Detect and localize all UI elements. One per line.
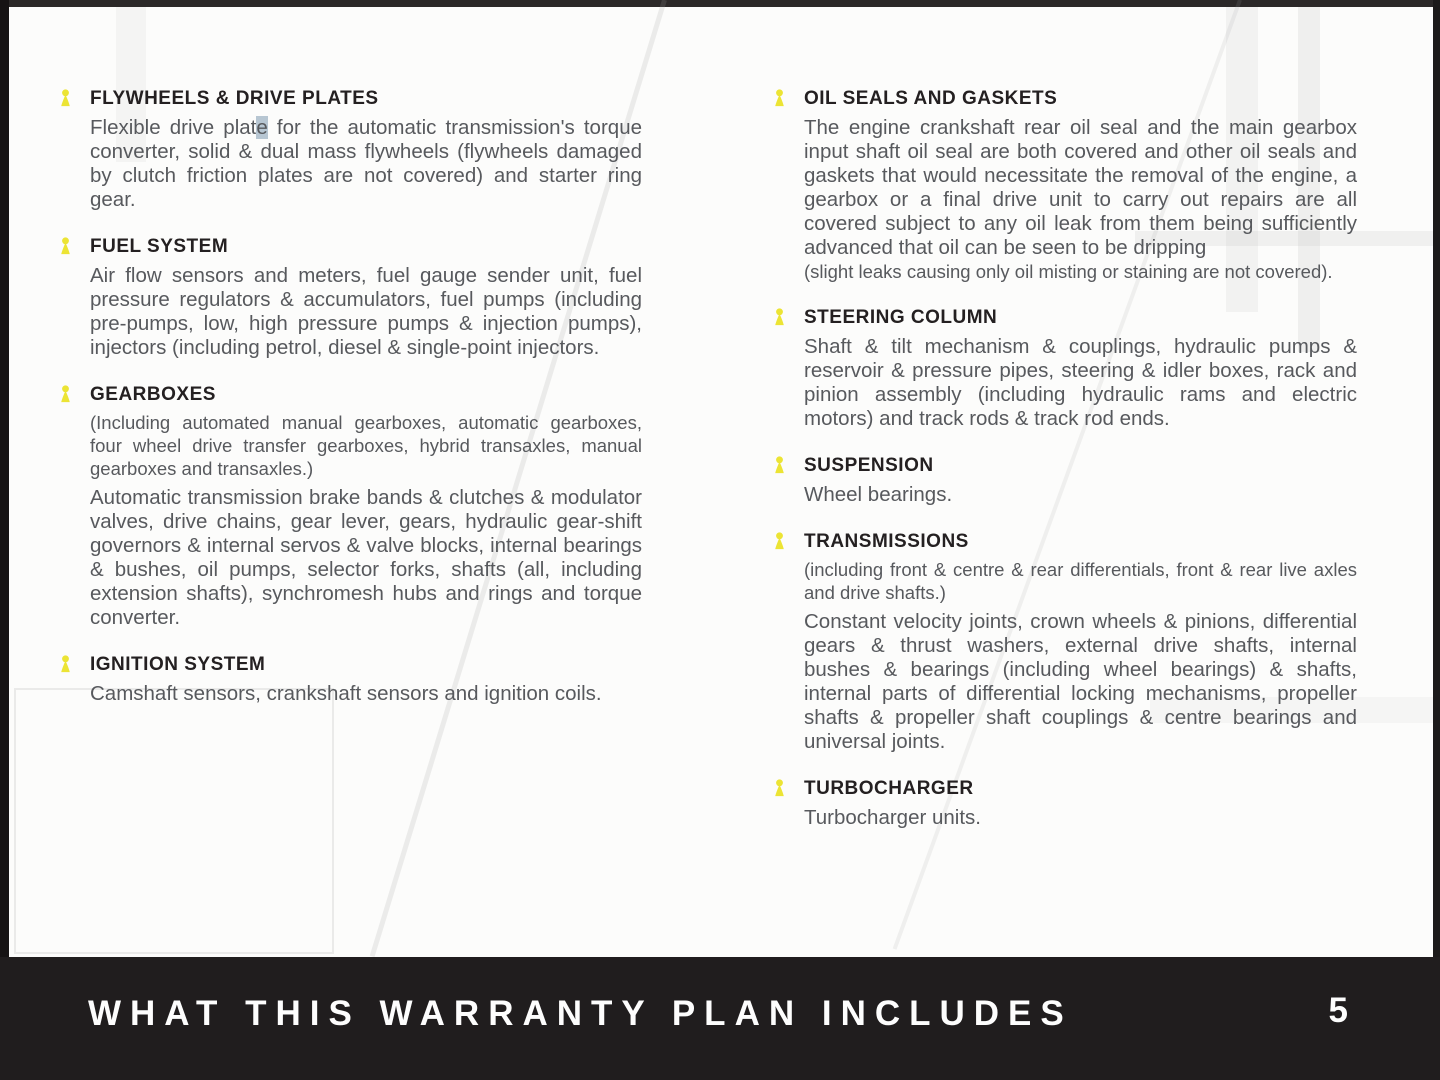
- section-body: Shaft & tilt mechanism & couplings, hydraulic pumps & reservoir & pressure pipes, steering & idler boxes, rack and pinion assembly (including hydraulic rams and electric motors) and track rods & track rod ends.: [804, 335, 1357, 430]
- pawn-bullet-icon: [772, 532, 790, 552]
- body-text: Flexible drive plat: [90, 116, 257, 139]
- section-body: Camshaft sensors, crankshaft sensors and ignition coils.: [90, 682, 602, 705]
- section-header: [58, 654, 642, 676]
- section-heading: TRANSMISSIONS: [804, 531, 969, 552]
- section-heading: FUEL SYSTEM: [90, 236, 229, 257]
- section-transmissions: [772, 531, 1357, 754]
- section-header: [58, 236, 642, 258]
- pawn-bullet-icon: [772, 308, 790, 328]
- pawn-bullet-icon: [58, 655, 76, 675]
- section-body: Automatic transmission brake bands & clutches & modulator valves, drive chains, gear lever, gears, hydraulic gear-shift governors & internal servos & valve blocks, internal bearings & bushes, oil pumps, selector forks, shafts (all, including extension shafts), synchromesh hubs and rings and torque converter.: [90, 486, 642, 629]
- section-note: (slight leaks causing only oil misting or staining are not covered).: [804, 261, 1333, 282]
- left-column: [58, 88, 642, 730]
- highlighted-character: e: [256, 116, 268, 139]
- section-header: [772, 531, 1357, 553]
- section-heading: IGNITION SYSTEM: [90, 654, 266, 675]
- section-steering-column: [772, 307, 1357, 431]
- page-border-top: [0, 0, 1440, 7]
- section-note: (including front & centre & rear differentials, front & rear live axles and drive shafts.): [804, 559, 1357, 603]
- footer-bar: [0, 957, 1440, 1080]
- page-number: 5: [1328, 991, 1348, 1030]
- section-heading: GEARBOXES: [90, 384, 216, 405]
- footer-title: WHAT THIS WARRANTY PLAN INCLUDES: [88, 993, 1073, 1033]
- section-header: [772, 307, 1357, 329]
- section-heading: SUSPENSION: [804, 455, 934, 476]
- section-body: The engine crankshaft rear oil seal and the main gearbox input shaft oil seal are both covered and other oil seals and gaskets that would necessitate the removal of the engine, a gearbox or a final drive unit to carry out repairs are all covered subject to any oil leak from them being sufficiently advanced that oil can be seen to be dripping: [804, 116, 1357, 259]
- body-text: for the automatic transmission's torque converter, solid & dual mass flywheels (flywheels damaged by clutch friction plates are not covered) and starter ring gear.: [90, 116, 642, 211]
- section-heading: STEERING COLUMN: [804, 307, 998, 328]
- pawn-bullet-icon: [772, 89, 790, 109]
- pawn-bullet-icon: [58, 89, 76, 109]
- section-header: [58, 88, 642, 110]
- section-header: [772, 778, 1357, 800]
- section-heading: TURBOCHARGER: [804, 778, 974, 799]
- section-header: [772, 88, 1357, 110]
- pawn-bullet-icon: [58, 385, 76, 405]
- section-suspension: [772, 455, 1357, 507]
- section-fuel-system: [58, 236, 642, 360]
- section-heading: FLYWHEELS & DRIVE PLATES: [90, 88, 379, 109]
- page-border-left: [0, 0, 9, 1080]
- section-header: [58, 384, 642, 406]
- section-body: [90, 116, 642, 212]
- section-body: Turbocharger units.: [804, 806, 981, 829]
- section-flywheels: [58, 88, 642, 212]
- pawn-bullet-icon: [772, 779, 790, 799]
- section-heading: OIL SEALS AND GASKETS: [804, 88, 1058, 109]
- section-body: Constant velocity joints, crown wheels & pinions, differential gears & thrust washers, external drive shafts, internal bushes & bearings (including wheel bearings) & shafts, internal parts of differential locking mechanisms, propeller shafts & propeller shaft couplings & centre bearings and universal joints.: [804, 610, 1357, 753]
- page-border-right: [1433, 0, 1440, 1080]
- section-note: (Including automated manual gearboxes, automatic gearboxes, four wheel drive transfer gearboxes, hybrid transaxles, manual gearboxes and transaxles.): [90, 412, 642, 479]
- section-turbocharger: [772, 778, 1357, 830]
- pawn-bullet-icon: [772, 456, 790, 476]
- section-oil-seals: [772, 88, 1357, 283]
- section-body: Air flow sensors and meters, fuel gauge sender unit, fuel pressure regulators & accumulators, fuel pumps (including pre-pumps, low, high pressure pumps & injection pumps), injectors (including petrol, diesel & single-point injectors.: [90, 264, 642, 359]
- section-gearboxes: [58, 384, 642, 630]
- section-body: Wheel bearings.: [804, 483, 953, 506]
- right-column: [772, 88, 1357, 854]
- pawn-bullet-icon: [58, 237, 76, 257]
- section-header: [772, 455, 1357, 477]
- section-ignition-system: [58, 654, 642, 706]
